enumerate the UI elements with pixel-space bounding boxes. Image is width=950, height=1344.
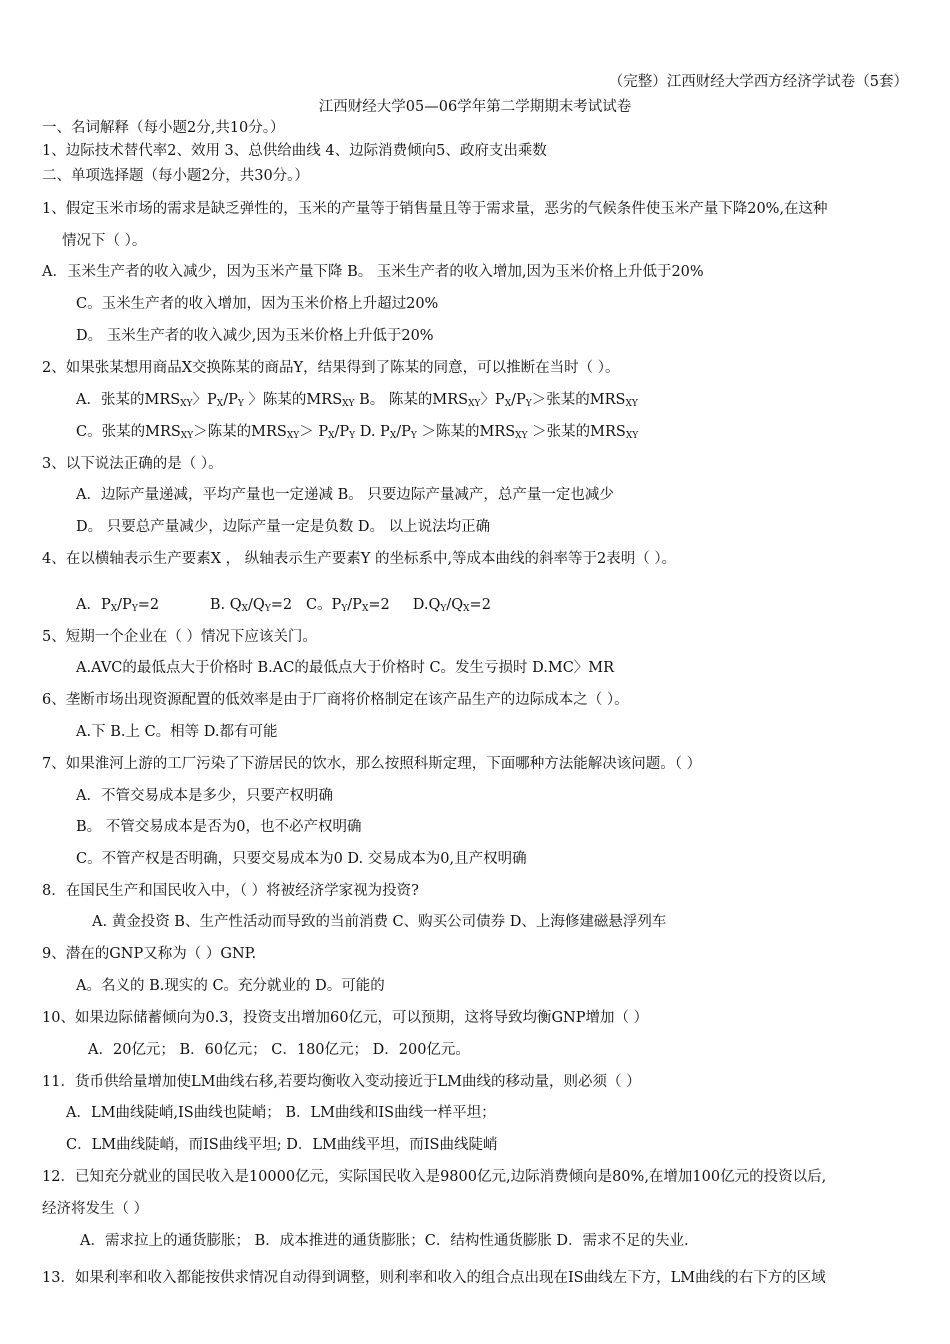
question-text: 2、如果张某想用商品X交换陈某的商品Y，结果得到了陈某的同意，可以推断在当时（ ）。: [42, 360, 620, 376]
option-line: A.AVC的最低点大于价格时 B.AC的最低点大于价格时 C。发生亏损时 D.MC〉MR: [76, 660, 615, 676]
term-list: 1、边际技术替代率2、效用 3、总供给曲线 4、边际消费倾向5、政府支出乘数: [42, 143, 547, 159]
question-text: 8．在国民生产和国民收入中，（ ）将被经济学家视为投资?: [42, 883, 419, 899]
option-line: A。名义的 B.现实的 C。充分就业的 D。可能的: [76, 978, 385, 994]
option-line: C。张某的$MRS_{XY}>$陈某的$MRS_{XY}> P_X/P_Y$ D. $P_X/P_Y$ ＞陈某的$MRS_{XY}$ ＞张某的$MRS_{XY}$: [76, 424, 639, 441]
question-text: 13．如果利率和收入都能按供求情况自动得到调整，则利率和收入的组合点出现在IS曲线左下方，LM曲线的右下方的区域: [42, 1270, 826, 1286]
option-line: A．LM曲线陡峭,IS曲线也陡峭； B．LM曲线和IS曲线一样平坦；: [66, 1105, 496, 1121]
section-heading: 一、名词解释（每小题2分,共10分。）: [42, 120, 285, 136]
option-line: A．边际产量递减，平均产量也一定递减 B。 只要边际产量减产，总产量一定也减少: [76, 487, 614, 503]
document-header: （完整）江西财经大学西方经济学试卷（5套）: [608, 74, 908, 90]
question-text: 1、假定玉米市场的需求是缺乏弹性的，玉米的产量等于销售量且等于需求量，恶劣的气候条件使玉米产量下降20%,在这种: [42, 201, 828, 217]
question-text: 3、以下说法正确的是（ ）。: [42, 456, 223, 472]
exam-title: 江西财经大学05—06学年第二学期期末考试试卷: [318, 99, 632, 115]
question-text: 情况下（ ）。: [62, 233, 147, 249]
option-line: B。 不管交易成本是否为0，也不必产权明确: [76, 819, 362, 835]
question-text: 6、垄断市场出现资源配置的低效率是由于厂商将价格制定在该产品生产的边际成本之（ ）。: [42, 692, 629, 708]
option-line: A．玉米生产者的收入减少，因为玉米产量下降 B。 玉米生产者的收入增加,因为玉米价格上升低于20%: [42, 264, 704, 280]
option-line: C。玉米生产者的收入增加，因为玉米价格上升超过20%: [76, 296, 439, 312]
option-line: C。不管产权是否明确，只要交易成本为0 D. 交易成本为0,且产权明确: [76, 851, 527, 867]
section-heading: 二、单项选择题（每小题2分，共30分。）: [42, 168, 309, 184]
question-text: 7、如果淮河上游的工厂污染了下游居民的饮水，那么按照科斯定理，下面哪种方法能解决该问题。（ ）: [42, 756, 702, 772]
question-text: 10、如果边际储蓄倾向为0.3，投资支出增加60亿元，可以预期，这将导致均衡GNP增加（ ）: [42, 1010, 649, 1026]
option-line: A．需求拉上的通货膨胀； B．成本推进的通货膨胀；C．结构性通货膨胀 D．需求不足的失业.: [80, 1233, 689, 1249]
option-line: C．LM曲线陡峭，而IS曲线平坦; D．LM曲线平坦，而IS曲线陡峭: [66, 1137, 498, 1153]
question-text: 11．货币供给量增加使LM曲线右移,若要均衡收入变动接近于LM曲线的移动量，则必须（ ）: [42, 1074, 641, 1090]
option-line: D。 只要总产量减少，边际产量一定是负数 D。 以上说法均正确: [76, 519, 491, 535]
question-text: 经济将发生（ ）: [42, 1201, 149, 1217]
option-line: A．张某的$MRS_{XY}$〉$P_X/P_Y$ 〉陈某的$MRS_{XY}$ B。 陈某的$MRS_{XY}$〉$P_X/P_Y>$张某的$MRS_{XY}$: [76, 392, 638, 409]
option-line: A.下 B.上 C。相等 D.都有可能: [76, 724, 278, 740]
question-text: 12．已知充分就业的国民收入是10000亿元，实际国民收入是9800亿元,边际消费倾向是80%,在增加100亿元的投资以后,: [42, 1169, 827, 1185]
option-line: A．$P_X/P_Y=2$ B. $Q_X/Q_Y=2$ C。$P_Y/P_X=2$ $D.Q_Y/Q_X=2$: [76, 597, 491, 614]
question-text: 4、在以横轴表示生产要素X ， 纵轴表示生产要素Y 的坐标系中,等成本曲线的斜率等于2表明（ ）。: [42, 551, 677, 567]
option-line: A．20亿元； B．60亿元； C．180亿元； D．200亿元。: [88, 1042, 470, 1058]
option-line: A．不管交易成本是多少，只要产权明确: [76, 788, 333, 804]
question-text: 5、短期一个企业在（ ）情况下应该关门。: [42, 629, 317, 645]
option-line: A. 黄金投资 B、生产性活动而导致的当前消费 C、购买公司债券 D、上海修建磁悬浮列车: [92, 914, 667, 930]
question-text: 9、潜在的GNP又称为（ ）GNP.: [42, 946, 257, 962]
option-line: D。 玉米生产者的收入减少,因为玉米价格上升低于20%: [76, 328, 434, 344]
